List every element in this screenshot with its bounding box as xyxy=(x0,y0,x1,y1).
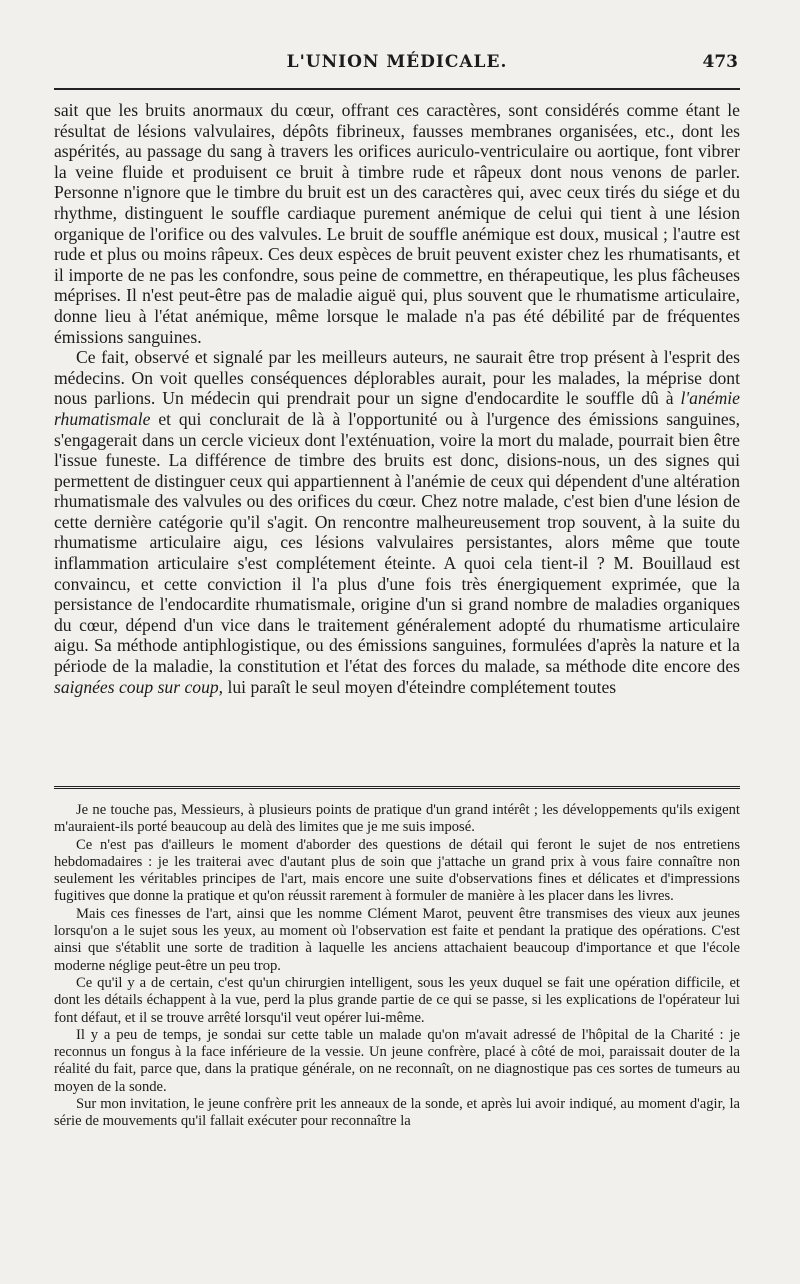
running-title: L'UNION MÉDICALE. xyxy=(286,52,508,72)
paragraph-2-text-a: Ce fait, observé et signalé par les meilleurs auteurs, ne saurait être trop présent à l'esprit des médecins. On voit quelles conséquences déplorables aurait, pour les malades, la méprise dont nous parlions. Un médecin qui prendrait pour un signe d'endocardite le souffle dû à xyxy=(54,347,740,409)
footnote-separator xyxy=(54,786,740,793)
paragraph-2 xyxy=(54,347,740,697)
page-number: 473 xyxy=(702,52,738,72)
emphasis-anemie-rhumatismale: l'anémie rhumatismale xyxy=(54,388,740,429)
footnote-paragraph-3: Mais ces finesses de l'art, ainsi que les nomme Clément Marot, peuvent être transmises des vieux aux jeunes lorsqu'on a le sujet sous les yeux, au moment où l'observation est faite et pendant la pratique des opérations. C'est ainsi que s'établit une sorte de tradition à laquelle les anciens attachaient beaucoup d'importance et que l'école moderne néglige peut-être un peu trop. xyxy=(54,905,740,974)
footnote-paragraph-6: Sur mon invitation, le jeune confrère prit les anneaux de la sonde, et après lui avoir indiqué, au moment d'agir, la série de mouvements qu'il fallait exécuter pour reconnaître la xyxy=(54,1096,740,1130)
footnote-paragraph-5: Il y a peu de temps, je sondai sur cette table un malade qu'on m'avait adressé de l'hôpital de la Charité : je reconnus un fongus à la face inférieure de la vessie. Un jeune confrère, placé à côté de moi, paraissait douter de la réalité du fait, parce que, dans la pratique générale, on ne reconnaît, on ne diagnostique pas ces sortes de tumeurs au moyen de la sonde. xyxy=(54,1026,740,1095)
paragraph-2-text-c: lui paraît le seul moyen d'éteindre complétement toutes xyxy=(223,676,617,697)
emphasis-saignees-coup-sur-coup: saignées coup sur coup, xyxy=(54,676,224,697)
header-rule xyxy=(54,88,740,90)
footnote-paragraph-4: Ce qu'il y a de certain, c'est qu'un chirurgien intelligent, sous les yeux duquel se fait une opération difficile, et dont les détails échappent à la vue, perd la plus grande partie de ce qui se passe, si les explications de l'opérateur lui font défaut, et il se trouve arrêté lorsqu'il veut opérer lui-même. xyxy=(54,974,740,1026)
paragraph-2-text-b: et qui conclurait de là à l'opportunité ou à l'urgence des émissions sanguines, s'engagerait dans un cercle vicieux dont l'exténuation, voire la mort du malade, pourrait bien être l'issue funeste. La différence de timbre des bruits est donc, disions-nous, un des signes qui permettent de distinguer ceux qui appartiennent à l'anémie de ceux qui dépendent d'une altération rhumatismale des valvules ou des orifices du cœur. Chez notre malade, c'est bien d'une lésion de cette dernière catégorie qu'il s'agit. On rencontre malheureusement trop souvent, à la suite du rhumatisme articulaire aigu, ces lésions valvulaires persistantes, alors même que toute inflammation articulaire s'est complétement éteinte. A quoi cela tient-il ? M. Bouillaud est convaincu, et cette conviction il l'a plus d'une fois très énergiquement exprimée, que la persistance de l'endocardite rhumatismale, origine d'un si grand nombre de maladies organiques du cœur, dépend d'un vice dans le traitement généralement adopté du rhumatisme articulaire aigu. Sa méthode antiphlogistique, ou des émissions sanguines, formulées d'après la nature et la période de la maladie, la constitution et l'état des forces du malade, sa méthode dite encore des xyxy=(54,408,740,677)
paragraph-1 xyxy=(54,100,740,347)
footnote-paragraph-1: Je ne touche pas, Messieurs, à plusieurs points de pratique d'un grand intérêt ; les développements qu'ils exigent m'auraient-ils porté beaucoup au delà des limites que je me suis imposé. xyxy=(54,802,740,836)
paragraph-1-text: sait que les bruits anormaux du cœur, offrant ces caractères, sont considérés comme étant le résultat de lésions valvulaires, dépôts fibrineux, fausses membranes organisées, etc., dont les aspérités, au passage du sang à travers les orifices auriculo-ventriculaire ou aortique, font vibrer la veine fluide et produisent ce bruit à timbre rude et râpeux dont nous venons de parler. Personne n'ignore que le timbre du bruit est un des caractères qui, avec ceux tirés du siége et du rhythme, distinguent le souffle cardiaque purement anémique de celui qui tient à une lésion organique de l'orifice ou des valvules. Le bruit de souffle anémique est doux, musical ; l'autre est rude et plus ou moins râpeux. Ces deux espèces de bruit peuvent exister chez les rhumatisants, et il importe de ne pas les confondre, sous peine de commettre, en thérapeutique, les plus fâcheuses méprises. Il n'est peut-être pas de maladie aiguë qui, plus souvent que le rhumatisme articulaire, donne lieu à l'état anémique, même lorsque le malade n'a pas été débilité par de fréquentes émissions sanguines. xyxy=(54,100,740,347)
page-header xyxy=(54,52,740,80)
main-text xyxy=(54,100,740,697)
footnote-paragraph-2: Ce n'est pas d'ailleurs le moment d'aborder des questions de détail qui feront le sujet de nos entretiens hebdomadaires : je les traiterai avec d'autant plus de soin que j'attache un grand prix à vous faire connaître non seulement les véritables principes de l'art, mais encore une suite d'observations fines et délicates et d'impressions fugitives que donne la pratique et qu'on réussit rarement à formuler de manière à les placer dans les livres. xyxy=(54,836,740,905)
footnotes xyxy=(54,802,740,1131)
